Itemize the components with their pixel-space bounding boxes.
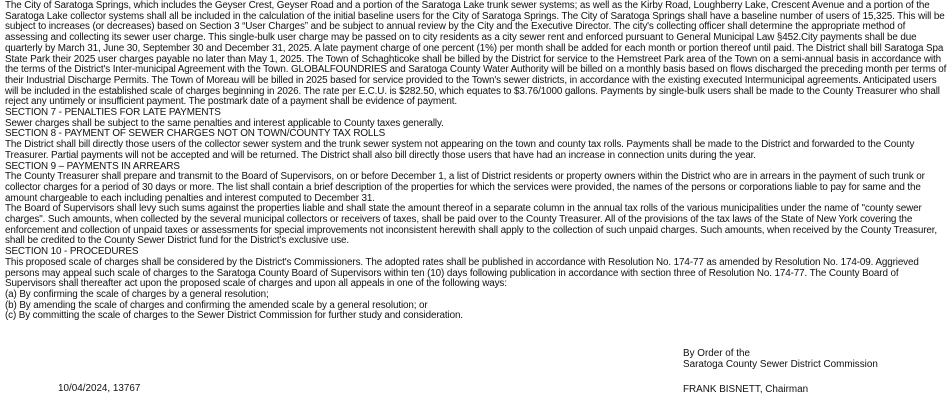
section-7-text: Sewer charges shall be subject to the same penalties and interest applicable to County taxes generally. [5, 117, 444, 129]
section-10-heading: SECTION 10 - PROCEDURES [5, 246, 139, 258]
commission-name: Saratoga County Sewer District Commission [683, 359, 878, 370]
option-a: (a) By confirming the scale of charges by a general resolution; [5, 288, 269, 300]
section-7-heading: SECTION 7 - PENALTIES FOR LATE PAYMENTS [5, 107, 221, 119]
section-8-heading: SECTION 8 - PAYMENT OF SEWER CHARGES NOT ON TOWN/COUNTY TAX ROLLS [5, 128, 386, 140]
signature-block [683, 348, 878, 395]
section-9-text-2: The Board of Supervisors shall levy such sums against the properties liable and shall state the amount thereof in a separate column in the annual tax rolls of the various municipalities under the name of "county sewer charges". Such amounts, when collected by the several municipal collectors or receivers of taxes, shall be paid over to the County Treasurer. All of the provisions of the tax laws of the State of New York covering the enforcement and collection of unpaid taxes or assessments for special improvements not inconsistent herewith shall apply to the collection of such unpaid charges. Such amounts, when received by the County Treasurer, shall be credited to the County Sewer District fund for the District's exclusive use. [5, 203, 938, 247]
signer-name: FRANK BISNETT, Chairman [683, 384, 809, 395]
by-order-line: By Order of the [683, 348, 750, 359]
section-9-heading: SECTION 9 – PAYMENTS IN ARREARS [5, 160, 180, 172]
section-10-text: This proposed scale of charges shall be considered by the District's Commissioners. The adopted rates shall be published in accordance with Resolution No. 174-77 as amended by Resolution No. 174-09. Aggrieved persons may appeal such scale of charges to the Saratoga County Board of Supervisors within ten (10) days following publication in accordance with section three of Resolution No. 174-77. The County Board of Supervisors shall thereafter act upon the proposed scale of charges and upon all appeals in one of the following ways: [5, 256, 919, 290]
notice-body [5, 1, 947, 322]
section-9-text-1: The County Treasurer shall prepare and transmit to the Board of Supervisors, on or before December 1, a list of District residents or property owners within the District who are in arrears in the payment of such trunk or collector charges for a period of 30 days or more. The list shall contain a brief description of the properties for which the services were provided, the names of the persons or corporations liable to pay for same and the amount chargeable to each including penalties and interest computed to December 31. [5, 171, 925, 204]
option-c: (c) By committing the scale of charges to the Sewer District Commission for further study and consideration. [5, 310, 463, 322]
section-8-text: The District shall bill directly those users of the collector sewer system and the trunk sewer system not appearing on the town and county tax rolls. Payments shall be made to the District and forwarded to the County Treasurer. Partial payments will not be accepted and will be returned. The District shall also bill directly those users that have had an increase in connection units during the year. [5, 139, 915, 161]
option-b: (b) By amending the scale of charges and confirming the amended scale by a general resolution; or [5, 299, 428, 311]
publication-reference: 10/04/2024, 13767 [58, 383, 141, 394]
paragraph-baseline-users: The City of Saratoga Springs, which includes the Geyser Crest, Geyser Road and a portion of the Saratoga Lake trunk sewer systems; as well as the Kirby Road, Loughberry Lake, Crescent Avenue and a portion of the Saratoga Lake collector systems shall all be included in the calculation of the initial baseline users for the City of Saratoga Springs. The City of Saratoga Springs shall have a baseline number of users of 15,325. This will be subject to increases (or decreases) based on Section 3 “User Charges” and be subject to annual review by the City and the Executive Director. The city's collecting officer shall determine the appropriate method of assessing and collecting its sewer user charge. This single-bulk user charge may be passed on to city residents as a city sewer rent and enforced pursuant to General Municipal Law §452.City payments shall be due quarterly by March 31, June 30, September 30 and December 31, 2025. A late payment charge of one percent (1%) per month shall be added for each month or portion thereof until paid. The District shall bill Saratoga Spa State Park their 2025 user charges payable no later than May 1, 2025. The Town of Schaghticoke shall be billed by the District for service to the Hemstreet Park area of the Town on a semi-annual basis in accordance with the terms of the District's Inter-municipal Agreement with the Town. GLOBALFOUNDRIES and Saratoga County Water Authority will be billed on a monthly basis based on flows discharged the preceding month per terms of their Industrial Discharge Permits. The Town of Moreau will be billed in 2025 based for service provided to the Town's sewer districts, in accordance with the existing executed Intermunicipal agreements. Anticipated users will be included in the established scale of charges beginning in 2026. The rate per E.C.U. is $282.50, which equates to $3.76/1000 gallons. Payments by single-bulk users shall be made to the County Treasurer who shall reject any untimely or insufficient payment. The postmark date of a payment shall be evidence of payment. [5, 0, 947, 108]
